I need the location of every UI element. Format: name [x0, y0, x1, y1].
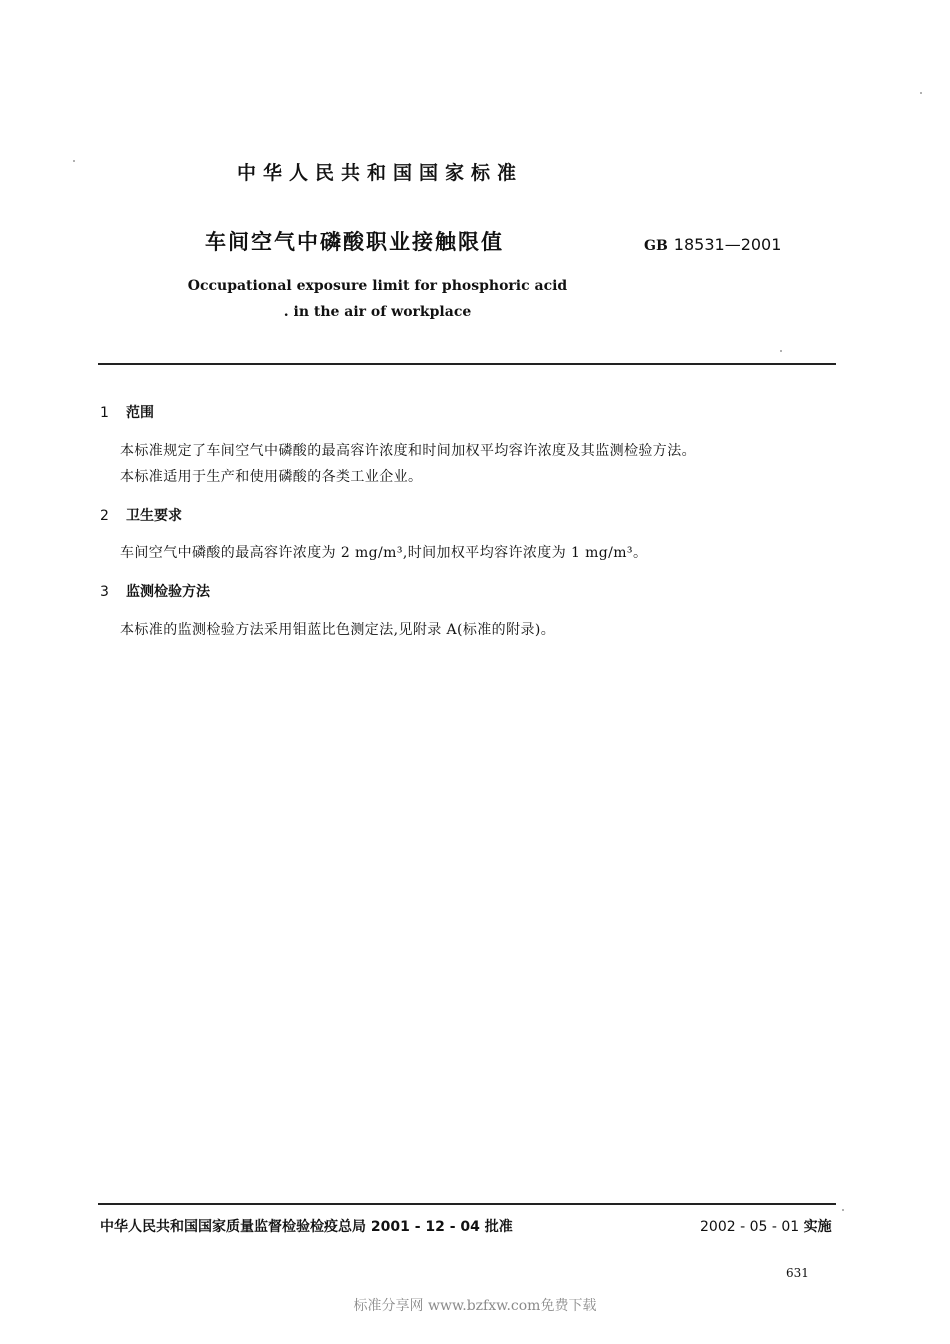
section-title: 监测检验方法 [126, 584, 210, 600]
section-2-paragraph-1: 车间空气中磷酸的最高容许浓度为 2 mg/m³,时间加权平均容许浓度为 1 mg/m³。 [120, 545, 648, 561]
section-number: 2 [100, 508, 109, 524]
section-3-heading [100, 581, 210, 601]
document-title-zh: 车间空气中磷酸职业接触限值 [205, 230, 504, 254]
watermark: 标准分享网 www.bzfxw.com免费下载 [353, 1298, 597, 1314]
scan-speck [920, 92, 922, 94]
section-2-heading [100, 505, 182, 525]
section-3-paragraph-1: 本标准的监测检验方法采用钼蓝比色测定法,见附录 A(标准的附录)。 [120, 622, 556, 638]
approval-statement: 中华人民共和国国家质量监督检验检疫总局 2001 - 12 - 04 批准 [100, 1219, 513, 1235]
effective-date: 2002 - 05 - 01 [700, 1219, 800, 1235]
section-title: 卫生要求 [126, 508, 182, 524]
scan-speck [780, 350, 782, 352]
scan-speck [842, 1209, 844, 1211]
section-title: 范围 [126, 405, 154, 421]
footer-divider [98, 1203, 836, 1205]
section-number: 1 [100, 405, 109, 421]
section-1-paragraph-1: 本标准规定了车间空气中磷酸的最高容许浓度和时间加权平均容许浓度及其监测检验方法。 [120, 443, 696, 459]
section-1-paragraph-2: 本标准适用于生产和使用磷酸的各类工业企业。 [120, 469, 423, 485]
national-standard-heading: 中华人民共和国国家标准 [236, 162, 523, 184]
scan-speck [73, 160, 75, 162]
standard-prefix: GB [644, 238, 668, 254]
effective-label: 实施 [803, 1219, 832, 1235]
document-title-en [0, 273, 755, 325]
standard-number [644, 235, 781, 254]
effective-statement [700, 1216, 832, 1236]
page-number: 631 [786, 1266, 809, 1280]
title-en-line-2: . in the air of workplace [283, 304, 472, 320]
section-number: 3 [100, 584, 109, 600]
title-en-line-1: Occupational exposure limit for phosphoric acid [187, 278, 568, 294]
header-divider [98, 363, 836, 365]
standard-code: 18531—2001 [673, 235, 782, 254]
section-1-heading [100, 402, 154, 422]
